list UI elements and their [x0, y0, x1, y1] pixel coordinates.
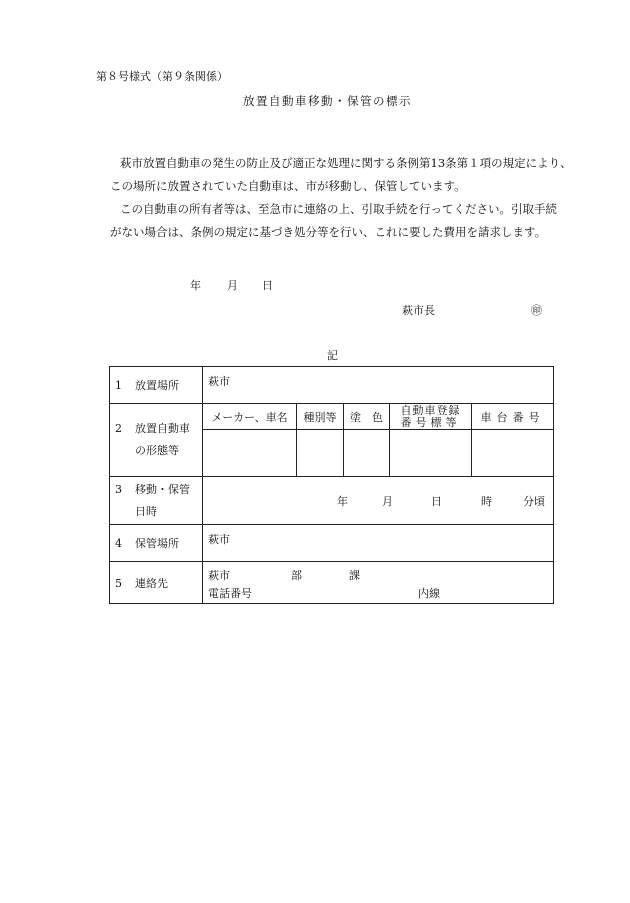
date-day: 日	[262, 279, 273, 292]
date-year: 年	[190, 279, 201, 292]
body-p1-line2: この場所に放置されていた自動車は、市が移動し、保管しています。	[110, 179, 466, 193]
body-p2-line2: がない場合は、条例の規定に基づき処分等を行い、これに要した費用を請求します。	[110, 225, 547, 239]
row-datetime	[110, 477, 554, 525]
datetime-label-line1: 移動・保管	[135, 482, 190, 496]
row-number: 1	[115, 379, 122, 392]
row-number: 2	[115, 422, 122, 435]
type-header: 種別等	[297, 404, 344, 430]
extension-label: 内線	[418, 586, 440, 600]
location-city: 萩市	[208, 375, 230, 388]
contact-city: 萩市	[208, 568, 230, 582]
row-number: 3	[115, 482, 122, 496]
ki-heading: 記	[327, 349, 338, 362]
plate-header-line2: 番号標等	[400, 415, 461, 429]
datetime-hour: 時	[481, 494, 492, 508]
storage-label: 保管場所	[135, 537, 179, 550]
plate-header	[390, 404, 472, 430]
datetime-label-cell	[110, 477, 203, 525]
contact-ka: 課	[349, 568, 360, 582]
contact-label: 連絡先	[135, 576, 168, 590]
plate-header-line1: 自動車登録	[400, 403, 461, 417]
details-table	[109, 366, 554, 604]
maker-header: メーカー、車名	[203, 404, 297, 430]
color-header: 塗 色	[344, 404, 390, 430]
datetime-month: 月	[382, 494, 393, 508]
phone-label: 電話番号	[208, 586, 252, 600]
datetime-minute: 分頃	[523, 494, 545, 508]
datetime-day: 日	[431, 494, 442, 508]
body-p1-line1: 萩市放置自動車の発生の防止及び適正な処理に関する条例第13条第１項の規定により、	[120, 156, 572, 170]
chassis-field[interactable]	[472, 430, 554, 477]
body-p2-line1: この自動車の所有者等は、至急市に連絡の上、引取手続を行ってください。引取手続	[120, 202, 557, 216]
form-number: 第８号様式（第９条関係）	[96, 70, 228, 83]
datetime-field[interactable]	[203, 477, 554, 525]
issuer-name: 萩市長	[402, 304, 435, 317]
location-field[interactable]	[203, 367, 554, 404]
row-location	[110, 367, 554, 404]
date-month: 月	[227, 279, 238, 292]
contact-bu: 部	[291, 568, 302, 582]
color-field[interactable]	[344, 430, 390, 477]
vehicle-label-cell	[110, 404, 203, 477]
page-title: 放置自動車移動・保管の標示	[243, 94, 412, 108]
storage-field[interactable]	[203, 525, 554, 562]
plate-field[interactable]	[390, 430, 472, 477]
vehicle-label-line1: 放置自動車	[135, 422, 190, 435]
chassis-header: 車台番号	[472, 404, 554, 430]
location-label-cell	[110, 367, 203, 404]
location-label: 放置場所	[135, 379, 179, 392]
row-storage	[110, 525, 554, 562]
row-vehicle-header	[110, 404, 554, 430]
type-field[interactable]	[297, 430, 344, 477]
storage-label-cell	[110, 525, 203, 562]
row-number: 4	[115, 537, 122, 550]
maker-field[interactable]	[203, 430, 297, 477]
seal-mark: ㊞	[531, 304, 542, 317]
storage-city: 萩市	[208, 533, 230, 546]
row-contact	[110, 562, 554, 604]
datetime-year: 年	[337, 494, 348, 508]
row-number: 5	[115, 576, 122, 590]
body-paragraph-1	[110, 152, 572, 244]
contact-label-cell	[110, 562, 203, 604]
vehicle-label-line2: の形態等	[135, 444, 179, 457]
contact-field[interactable]	[203, 562, 554, 604]
datetime-label-line2: 日時	[135, 504, 157, 518]
